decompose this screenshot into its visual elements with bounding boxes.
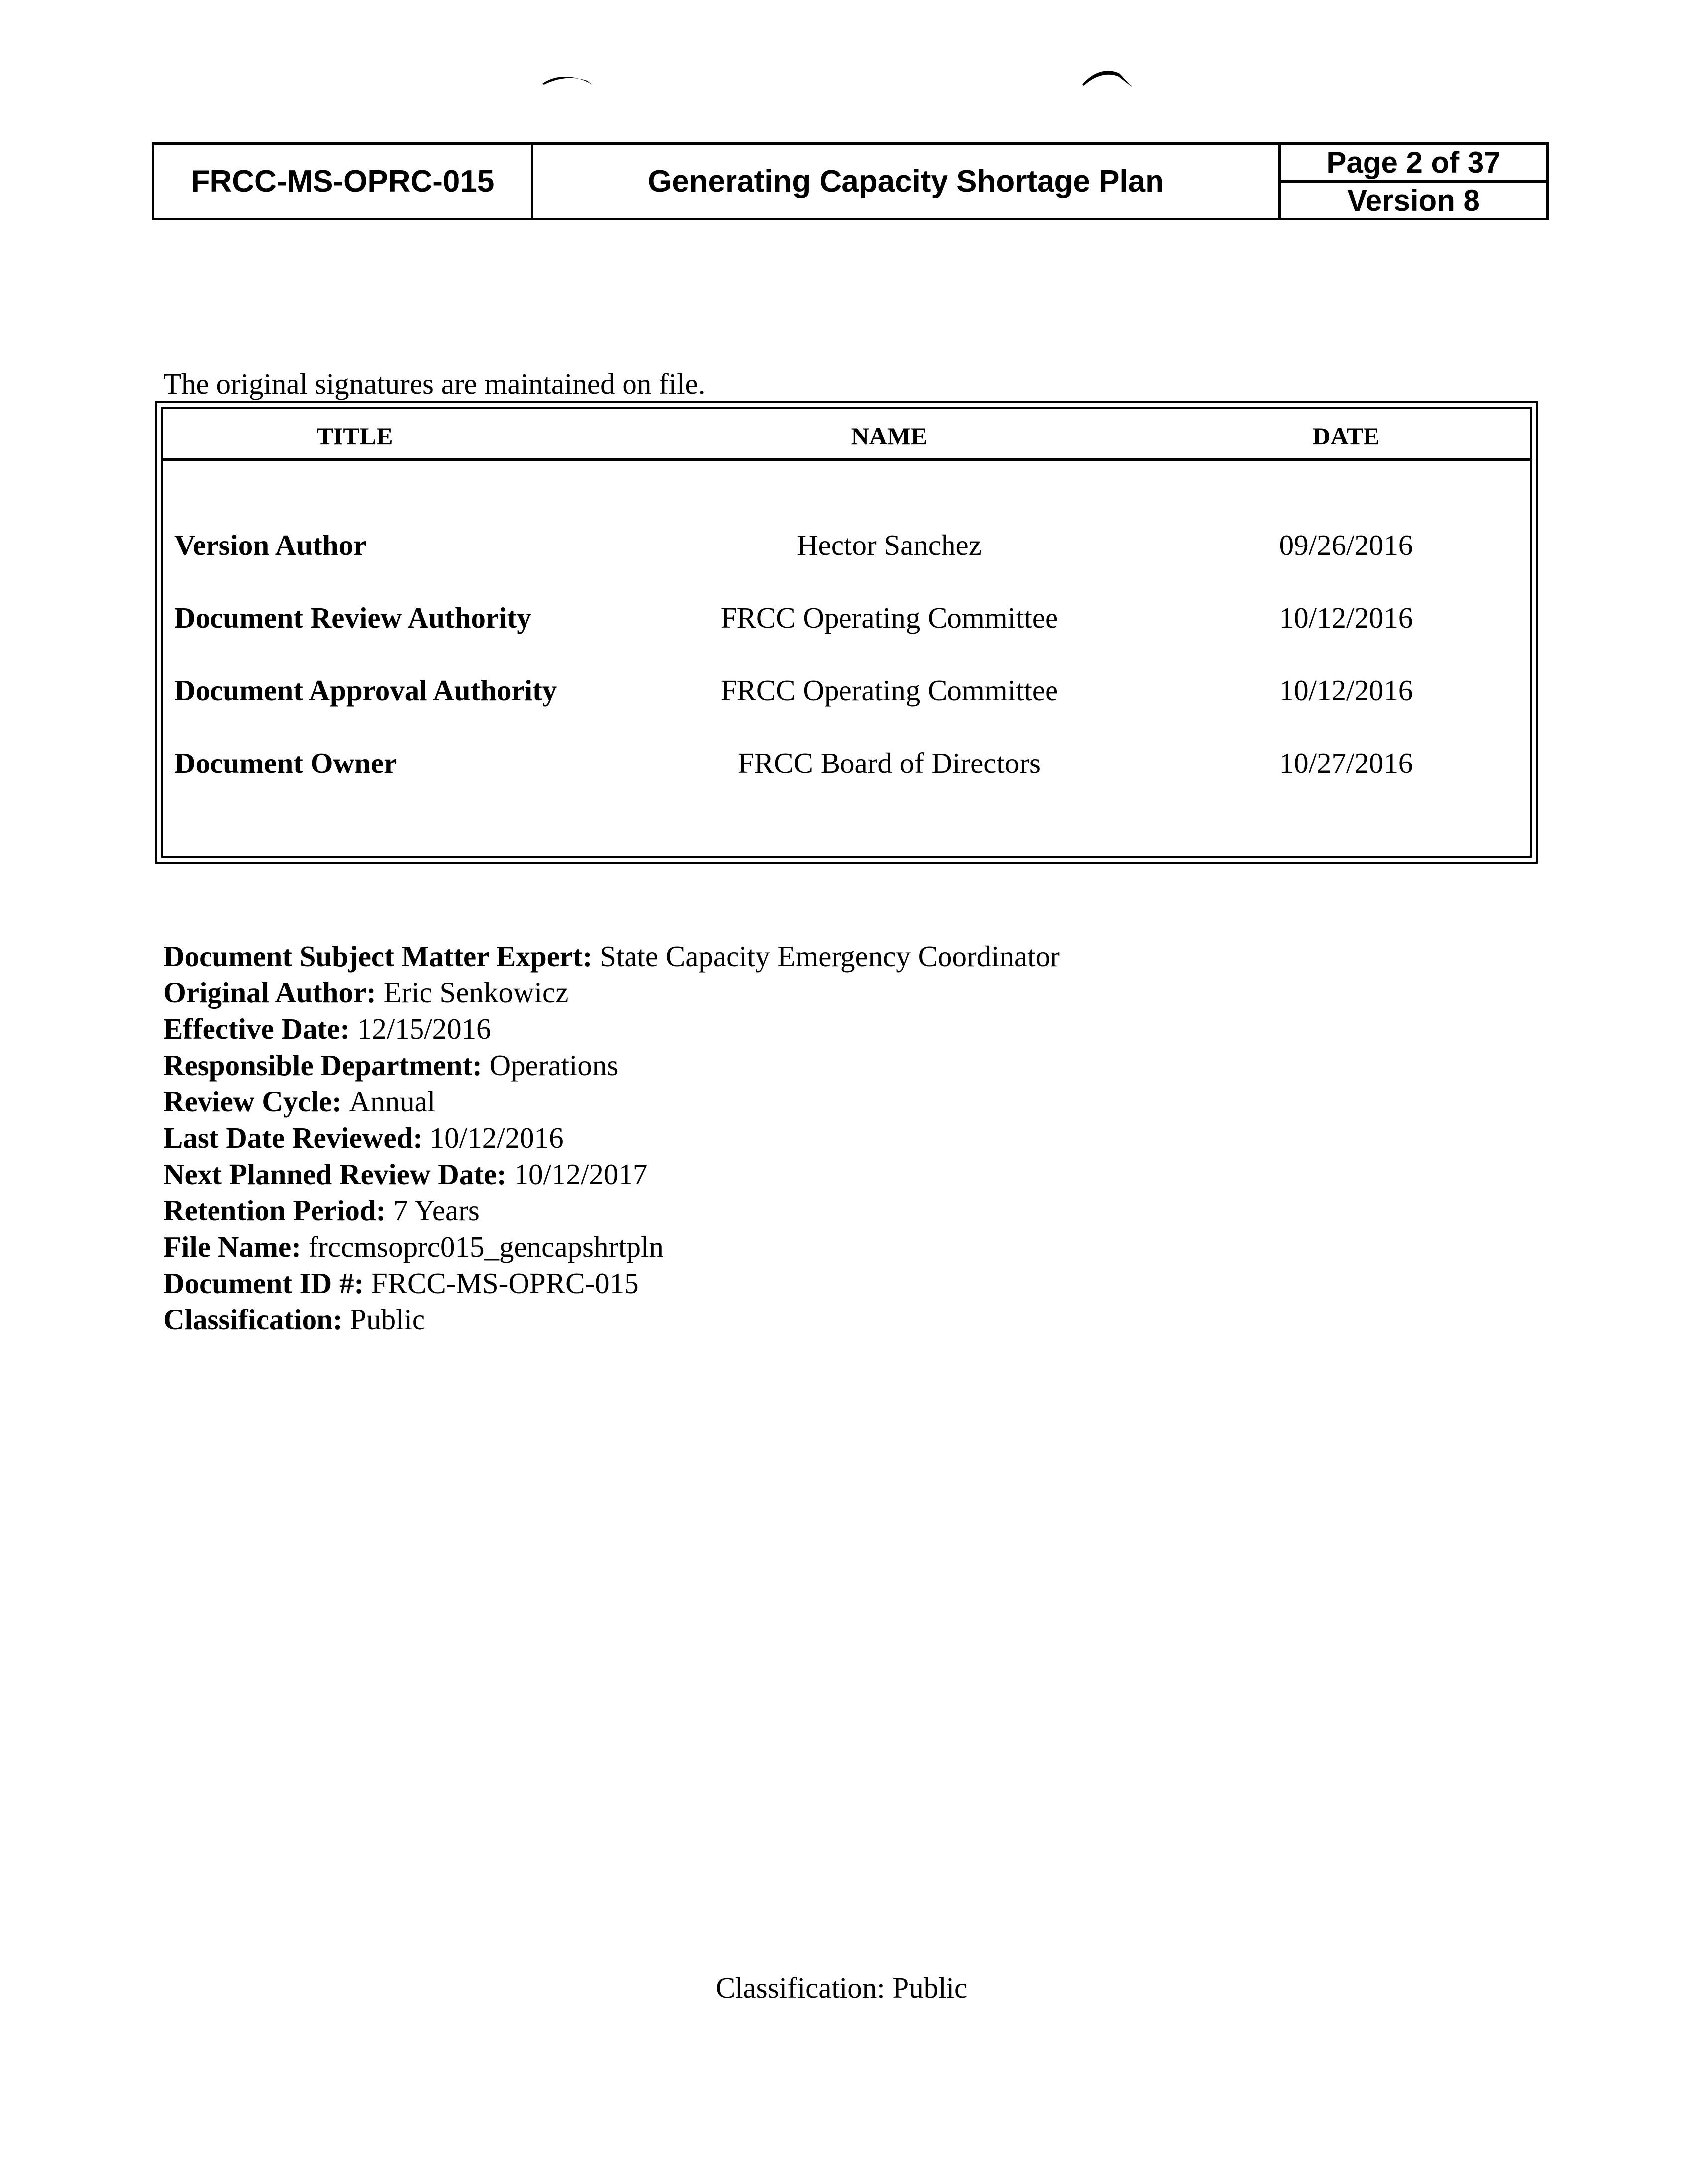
table-row	[163, 601, 1530, 641]
signature-table-header	[163, 409, 1530, 461]
metadata-label: Classification:	[163, 1303, 343, 1336]
metadata-line	[163, 938, 1060, 975]
intro-text: The original signatures are maintained on file.	[163, 367, 706, 400]
table-row	[163, 528, 1530, 568]
metadata-label: Original Author:	[163, 976, 376, 1009]
row-name: FRCC Board of Directors	[738, 747, 1041, 779]
row-date: 09/26/2016	[1279, 529, 1413, 561]
metadata-line	[163, 1011, 1060, 1047]
footer-classification: Classification: Public	[715, 1971, 968, 2004]
metadata-line	[163, 1120, 1060, 1156]
metadata-label: Retention Period:	[163, 1194, 386, 1227]
metadata-value: FRCC-MS-OPRC-015	[371, 1267, 639, 1300]
column-header-title: TITLE	[316, 422, 393, 450]
metadata-line	[163, 975, 1060, 1011]
header-table	[152, 142, 1549, 220]
column-header-date: DATE	[1312, 422, 1380, 450]
metadata-label: Last Date Reviewed:	[163, 1121, 423, 1154]
row-name: FRCC Operating Committee	[720, 601, 1058, 634]
metadata-value: Operations	[489, 1049, 619, 1082]
row-name: Hector Sanchez	[797, 529, 982, 561]
metadata-line	[163, 1265, 1060, 1302]
column-header-name: NAME	[851, 422, 928, 450]
table-row	[163, 673, 1530, 713]
metadata-line	[163, 1193, 1060, 1229]
metadata-value: State Capacity Emergency Coordinator	[600, 940, 1060, 973]
scan-mark-left	[540, 70, 595, 90]
metadata-line	[163, 1084, 1060, 1120]
header-title: Generating Capacity Shortage Plan	[533, 145, 1281, 218]
table-row	[163, 746, 1530, 786]
metadata-line	[163, 1156, 1060, 1193]
metadata-value: 12/15/2016	[357, 1012, 491, 1045]
metadata-line	[163, 1229, 1060, 1265]
row-name: FRCC Operating Committee	[720, 674, 1058, 707]
scan-mark-right	[1080, 65, 1135, 90]
metadata-label: Effective Date:	[163, 1012, 350, 1045]
row-date: 10/12/2016	[1279, 601, 1413, 634]
header-doc-id: FRCC-MS-OPRC-015	[154, 145, 533, 218]
row-date: 10/27/2016	[1279, 747, 1413, 779]
row-title: Document Review Authority	[174, 601, 531, 634]
metadata-value: 7 Years	[393, 1194, 480, 1227]
metadata-value: Eric Senkowicz	[383, 976, 569, 1009]
metadata-value: Public	[350, 1303, 425, 1336]
row-title: Document Approval Authority	[174, 674, 557, 707]
metadata-value: 10/12/2016	[429, 1121, 564, 1154]
row-title: Document Owner	[174, 747, 397, 779]
metadata-label: Document ID #:	[163, 1267, 364, 1300]
metadata-line	[163, 1047, 1060, 1084]
document-metadata	[163, 938, 1060, 1338]
metadata-label: Document Subject Matter Expert:	[163, 940, 593, 973]
metadata-label: Review Cycle:	[163, 1085, 342, 1118]
header-version: Version 8	[1347, 184, 1480, 217]
metadata-label: Responsible Department:	[163, 1049, 482, 1082]
metadata-value: Annual	[349, 1085, 436, 1118]
signature-table	[155, 401, 1538, 864]
metadata-line	[163, 1302, 1060, 1338]
metadata-value: 10/12/2017	[514, 1158, 648, 1191]
metadata-label: Next Planned Review Date:	[163, 1158, 507, 1191]
metadata-label: File Name:	[163, 1230, 301, 1263]
row-date: 10/12/2016	[1279, 674, 1413, 707]
header-page: Page 2 of 37	[1281, 145, 1546, 183]
row-title: Version Author	[174, 529, 367, 561]
metadata-value: frccmsoprc015_gencapshrtpln	[308, 1230, 664, 1263]
header-page-version	[1281, 145, 1546, 218]
